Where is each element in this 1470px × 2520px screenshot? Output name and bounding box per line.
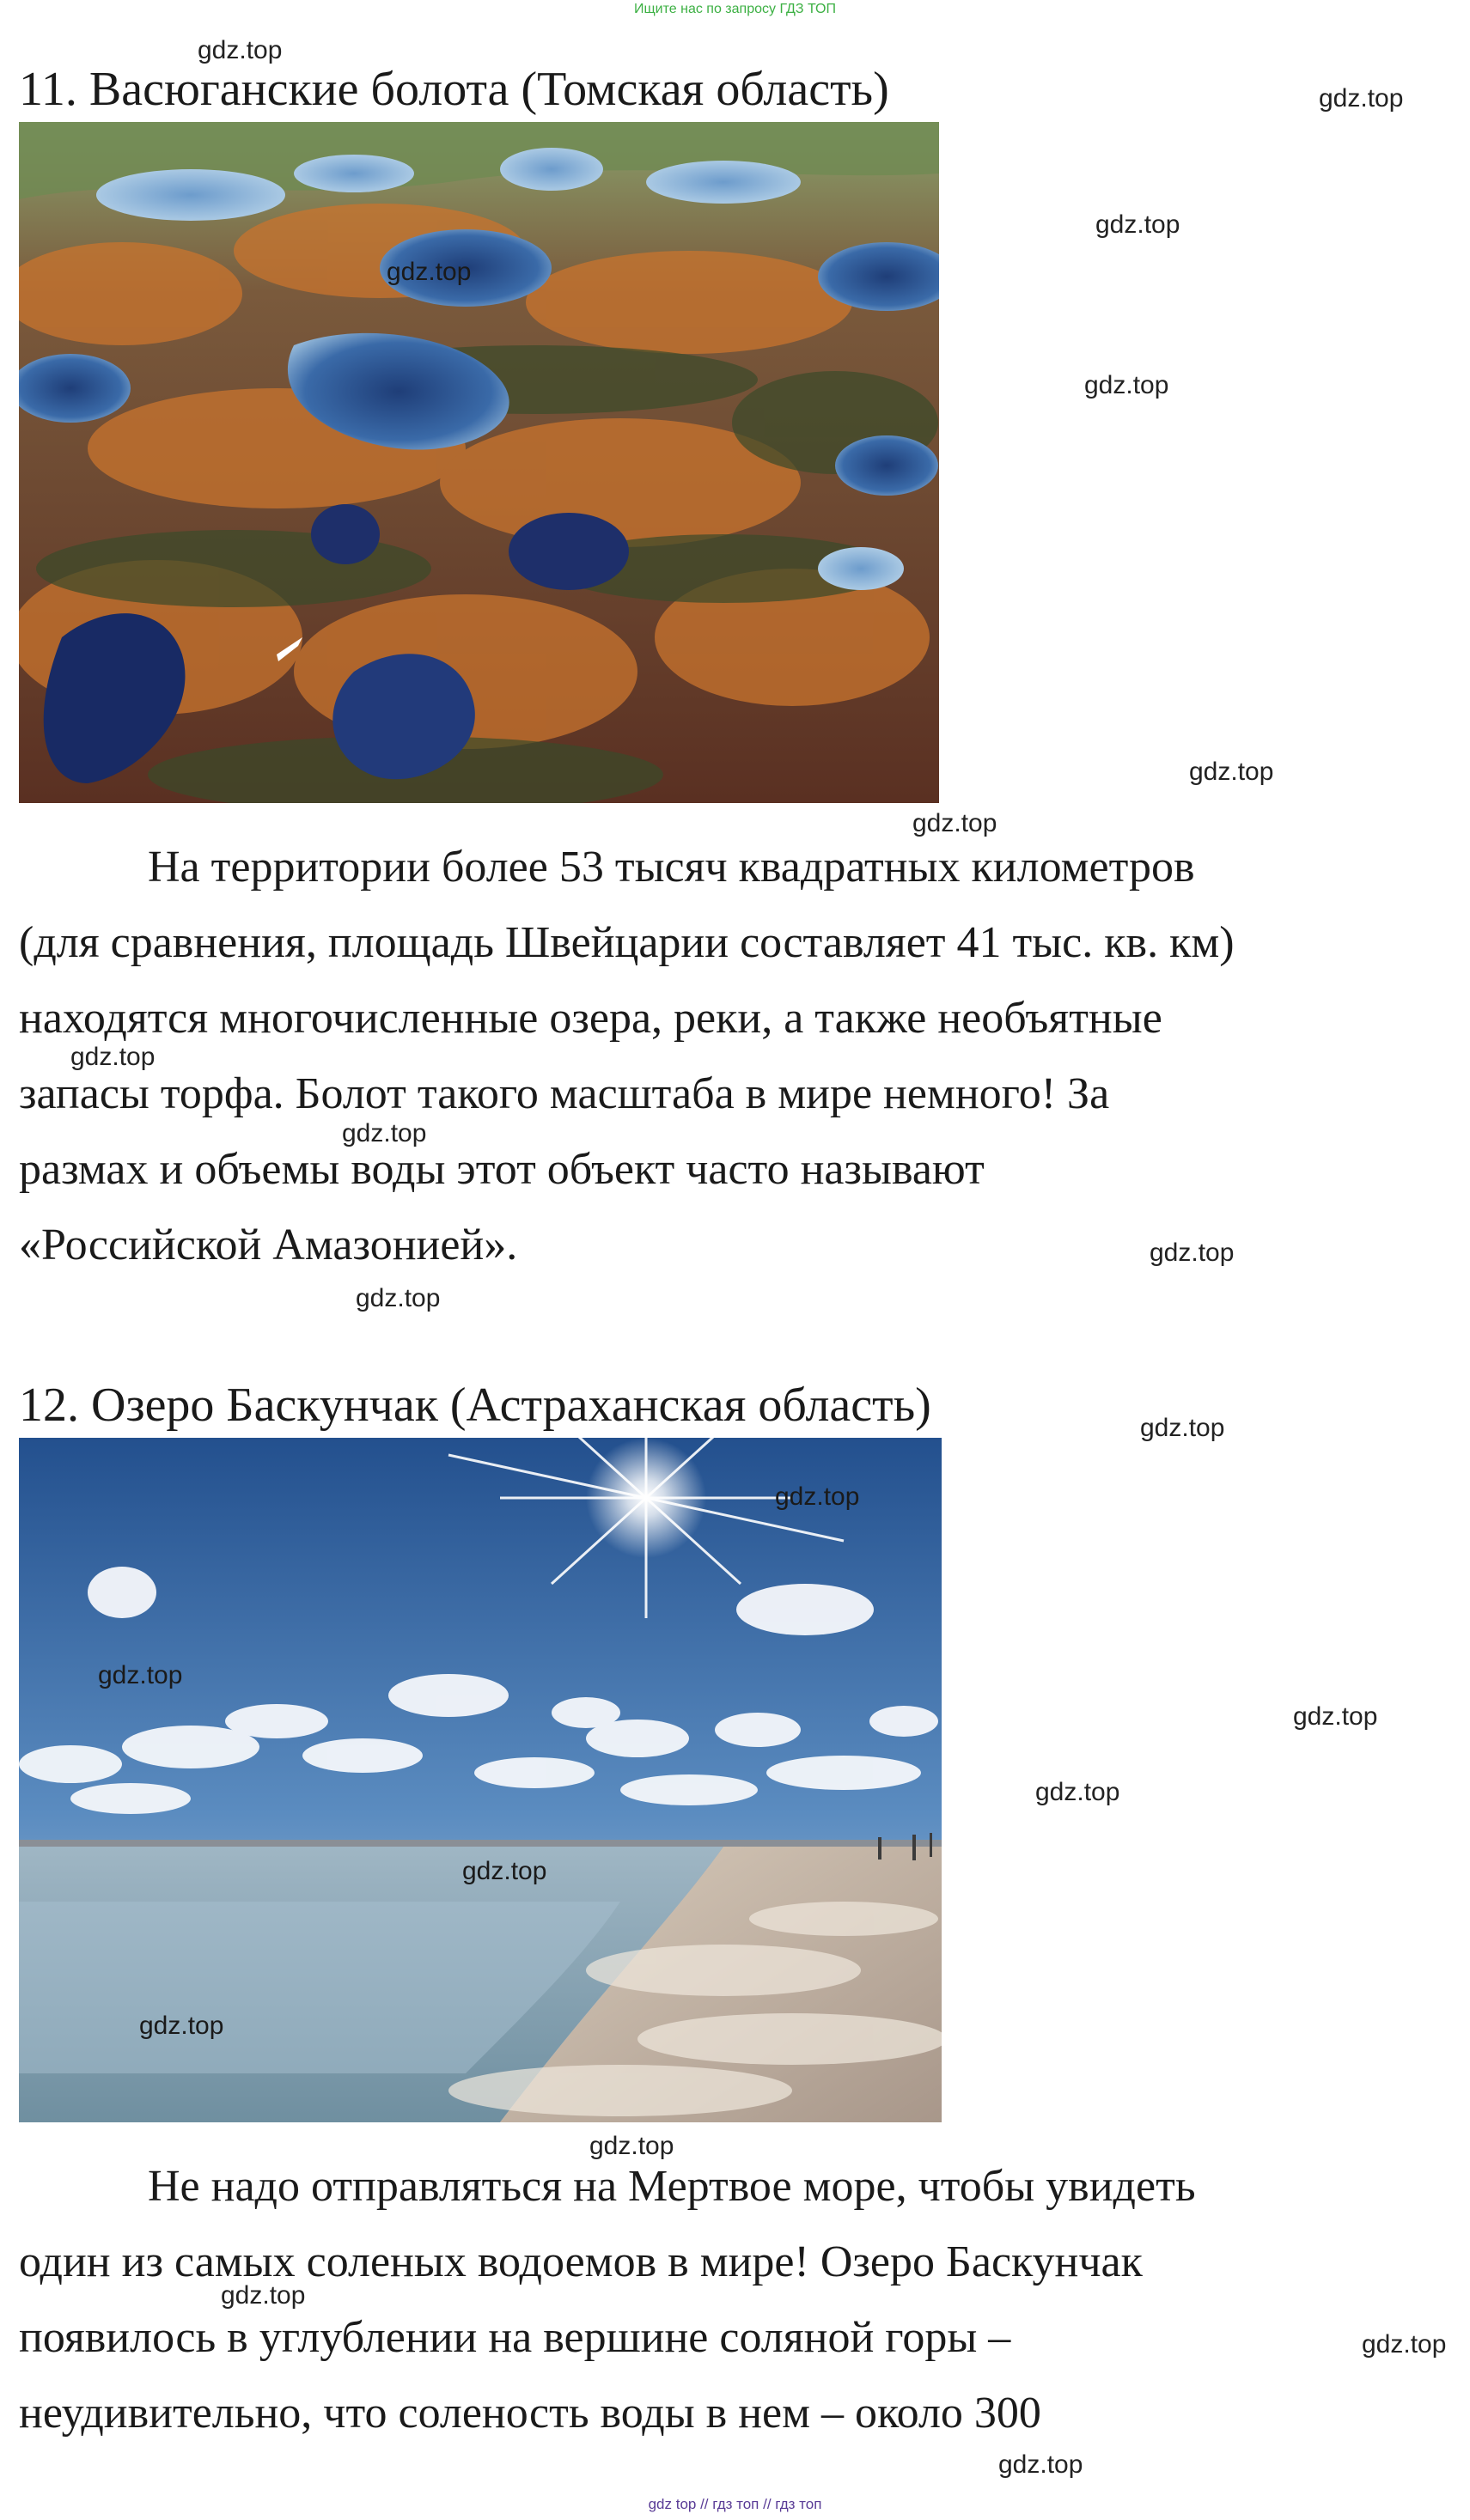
paragraph-line: появилось в углублении на вершине соляной горы – (19, 2313, 1011, 2362)
watermark: gdz.top (589, 2132, 674, 2160)
paragraph-line: На территории более 53 тысяч квадратных километров (148, 843, 1195, 892)
top-search-banner: Ищите нас по запросу ГДЗ ТОП (634, 2, 836, 16)
baskunchak-lake-photo (19, 1438, 942, 2122)
watermark: gdz.top (775, 1482, 860, 1511)
section-11-title: 11. Васюганские болота (Томская область) (19, 63, 889, 116)
paragraph-line: «Российской Амазонией». (19, 1220, 518, 1269)
paragraph-line: один из самых соленых водоемов в мире! Озеро Баскунчак (19, 2237, 1143, 2286)
watermark: gdz.top (998, 2450, 1083, 2479)
watermark: gdz.top (139, 2012, 224, 2040)
vasyugan-swamps-photo (19, 122, 939, 803)
watermark: gdz.top (198, 36, 283, 64)
section-11-paragraph (19, 830, 1445, 1283)
watermark: gdz.top (1095, 210, 1180, 239)
watermark: gdz.top (342, 1119, 427, 1147)
watermark: gdz.top (1140, 1414, 1225, 1442)
watermark: gdz.top (1189, 758, 1274, 786)
watermark: gdz.top (1362, 2330, 1447, 2359)
watermark: gdz.top (387, 258, 472, 286)
watermark: gdz.top (221, 2281, 306, 2310)
watermark: gdz.top (1150, 1239, 1235, 1267)
section-12-paragraph (19, 2149, 1445, 2451)
section-12-title: 12. Озеро Баскунчак (Астраханская область) (19, 1379, 931, 1432)
paragraph-line: находятся многочисленные озера, реки, а также необъятные (19, 994, 1162, 1043)
watermark: gdz.top (1319, 84, 1404, 113)
paragraph-line: размах и объемы воды этот объект часто называют (19, 1145, 985, 1194)
watermark: gdz.top (98, 1661, 183, 1689)
paragraph-line: запасы торфа. Болот такого масштаба в мире немного! За (19, 1069, 1110, 1118)
paragraph-line: неудивительно, что соленость воды в нем – около 300 (19, 2389, 1041, 2438)
watermark: gdz.top (1035, 1778, 1120, 1806)
watermark: gdz.top (912, 809, 997, 837)
paragraph-line: Не надо отправляться на Мертвое море, чтобы увидеть (148, 2162, 1196, 2211)
footer-watermark: gdz top // гдз топ // гдз топ (648, 2496, 822, 2512)
watermark: gdz.top (70, 1043, 156, 1071)
watermark: gdz.top (462, 1857, 547, 1885)
paragraph-line: (для сравнения, площадь Швейцарии составляет 41 тыс. кв. км) (19, 918, 1235, 967)
watermark: gdz.top (1293, 1702, 1378, 1731)
watermark: gdz.top (1084, 371, 1169, 399)
watermark: gdz.top (356, 1284, 441, 1312)
